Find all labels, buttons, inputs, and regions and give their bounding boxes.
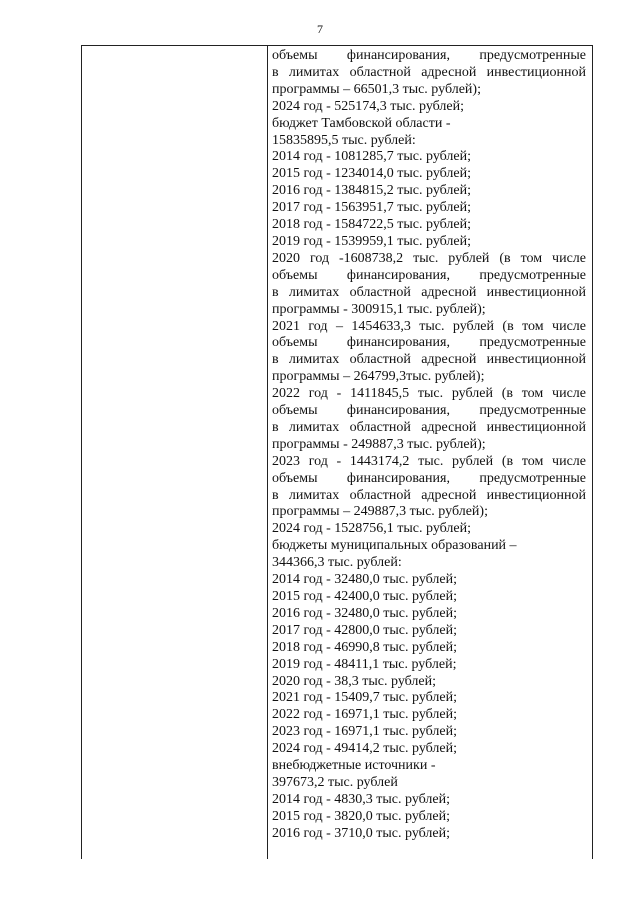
text-line: в лимитах областной адресной инвестиционной — [272, 64, 586, 80]
text-line: 2024 год - 525174,3 тыс. рублей; — [272, 98, 465, 114]
page-number: 7 — [317, 22, 323, 36]
text-line: программы – 264799,3тыс. рублей); — [272, 369, 485, 385]
text-line: 2020 год -1608738,2 тыс. рублей (в том числе — [272, 250, 586, 266]
text-line: программы - 249887,3 тыс. рублей); — [272, 436, 486, 452]
text-line: 2018 год - 46990,8 тыс. рублей; — [272, 639, 458, 655]
text-line: 2019 год - 1539959,1 тыс. рублей; — [272, 233, 472, 249]
text-line: в лимитах областной адресной инвестиционной — [272, 419, 586, 435]
text-line: 2022 год - 1411845,5 тыс. рублей (в том числе — [272, 386, 586, 402]
funding-text-cell — [272, 48, 586, 843]
text-line: внебюджетные источники - — [272, 758, 436, 774]
text-line: 2015 год - 3820,0 тыс. рублей; — [272, 808, 451, 824]
text-line: 2014 год - 4830,3 тыс. рублей; — [272, 791, 451, 807]
text-line: объемы финансирования, предусмотренные — [272, 335, 586, 351]
text-line: бюджет Тамбовской области - — [272, 115, 451, 131]
text-line: объемы финансирования, предусмотренные — [272, 470, 586, 486]
text-line: 15835895,5 тыс. рублей: — [272, 132, 416, 148]
text-line: 2018 год - 1584722,5 тыс. рублей; — [272, 217, 472, 233]
text-line: программы – 66501,3 тыс. рублей); — [272, 81, 481, 97]
text-line: в лимитах областной адресной инвестиционной — [272, 487, 586, 503]
text-line: 397673,2 тыс. рублей — [272, 774, 398, 790]
text-line: 2024 год - 1528756,1 тыс. рублей; — [272, 521, 472, 537]
column-divider — [267, 46, 268, 859]
text-line: 2015 год - 1234014,0 тыс. рублей; — [272, 166, 472, 182]
text-line: программы - 300915,1 тыс. рублей); — [272, 301, 486, 317]
text-line: в лимитах областной адресной инвестиционной — [272, 352, 586, 368]
text-line: 2021 год - 15409,7 тыс. рублей; — [272, 690, 458, 706]
text-line: 344366,3 тыс. рублей: — [272, 555, 402, 571]
text-line: 2023 год - 1443174,2 тыс. рублей (в том числе — [272, 453, 586, 469]
text-line: 2016 год - 32480,0 тыс. рублей; — [272, 605, 458, 621]
document-table — [81, 45, 593, 859]
text-line: 2022 год - 16971,1 тыс. рублей; — [272, 707, 458, 723]
text-line: 2014 год - 1081285,7 тыс. рублей; — [272, 149, 472, 165]
text-line: объемы финансирования, предусмотренные — [272, 267, 586, 283]
text-line: 2023 год - 16971,1 тыс. рублей; — [272, 724, 458, 740]
text-line: 2015 год - 42400,0 тыс. рублей; — [272, 589, 458, 604]
text-line: в лимитах областной адресной инвестиционной — [272, 284, 586, 300]
text-line: 2017 год - 1563951,7 тыс. рублей; — [272, 200, 472, 216]
text-line: 2024 год - 49414,2 тыс. рублей; — [272, 741, 458, 757]
text-line: 2014 год - 32480,0 тыс. рублей; — [272, 572, 458, 588]
text-line: 2019 год - 48411,1 тыс. рублей; — [272, 656, 457, 672]
text-line: 2017 год - 42800,0 тыс. рублей; — [272, 622, 458, 638]
text-line: 2016 год - 1384815,2 тыс. рублей; — [272, 183, 472, 199]
text-line: объемы финансирования, предусмотренные — [272, 403, 586, 419]
text-line: 2021 год – 1454633,3 тыс. рублей (в том числе — [272, 318, 586, 334]
text-line: программы – 249887,3 тыс. рублей); — [272, 504, 488, 520]
text-line: 2020 год - 38,3 тыс. рублей; — [272, 673, 437, 689]
text-line: 2016 год - 3710,0 тыс. рублей; — [272, 825, 451, 841]
text-line: бюджеты муниципальных образований – — [272, 538, 517, 554]
text-line: объемы финансирования, предусмотренные — [272, 48, 586, 63]
